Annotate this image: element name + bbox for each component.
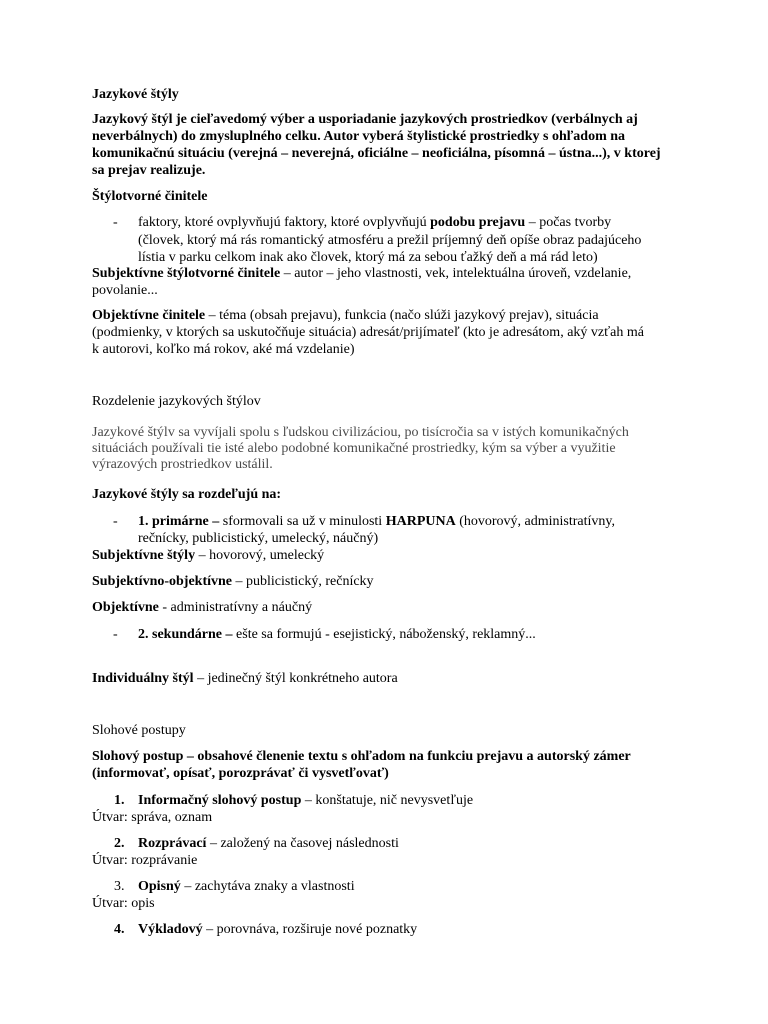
definition-line-1: Jazykový štýl je cieľavedomý výber a usporiadanie jazykových prostriedkov (verbálnych aj	[92, 112, 638, 127]
methods-def-line-1: Slohový postup – obsahové členenie textu s ohľadom na funkciu prejavu a autorský zámer	[92, 749, 631, 764]
methods-def-line-2: (informovať, opísať, porozprávať či vysvetľovať)	[92, 766, 389, 781]
objective-factors: Objektívne činitele – téma (obsah prejavu), funkcia (načo slúži jazykový prejav), situácia	[92, 308, 599, 323]
method-form: Útvar: rozprávanie	[92, 853, 198, 868]
method-number: 1.	[114, 793, 125, 808]
definition-line-4: sa prejav realizuje.	[92, 163, 206, 178]
definition-line-2: neverbálnych) do zmysluplného celku. Autor vyberá štylistické prostriedky s ohľadom na	[92, 129, 626, 144]
bullet-dash: -	[113, 514, 118, 529]
subjective-factors-cont: povolanie...	[92, 283, 158, 298]
primary-styles-cont: rečnícky, publicistický, umelecký, náučný)	[138, 531, 379, 546]
method-number: 4.	[114, 922, 125, 937]
objective-factors-cont-2: k autorovi, koľko má rokov, aké má vzdelanie)	[92, 342, 355, 357]
heading-split: Jazykové štýly sa rozdeľujú na:	[92, 487, 282, 502]
objective-styles: Objektívne - administratívny a náučný	[92, 600, 313, 615]
bullet-dash: -	[113, 627, 118, 642]
division-line-1: Jazykové štýlv sa vyvíjali spolu s ľudskou civilizáciou, po tisícročia sa v istých komunikačných	[92, 425, 629, 440]
method-form: Útvar: opis	[92, 896, 155, 911]
method-number: 2.	[114, 836, 125, 851]
division-line-2: situáciách používali tie isté alebo podobné komunikačné prostriedky, kým sa výber a využitie	[92, 441, 616, 456]
factors-bullet-cont-1: (človek, ktorý má rás romantický atmosféru a prežil príjemný deň opíše obraz padajúceho	[138, 233, 642, 248]
method-item: Opisný – zachytáva znaky a vlastnosti	[138, 879, 355, 894]
method-number: 3.	[114, 879, 125, 894]
heading-style-factors: Štýlotvorné činitele	[92, 189, 208, 204]
subjective-factors: Subjektívne štýlotvorné činitele – autor – jeho vlastnosti, vek, intelektuálna úroveň, vzdelanie,	[92, 266, 632, 281]
heading-methods: Slohové postupy	[92, 723, 186, 738]
method-item: Rozprávací – založený na časovej následnosti	[138, 836, 399, 851]
definition-line-3: komunikačnú situáciu (verejná – neverejná, oficiálne – neoficiálna, písomná – ústna...), v ktorej	[92, 146, 661, 161]
division-line-3: výrazových prostriedkov ustálil.	[92, 457, 273, 472]
method-item: Výkladový – porovnáva, rozširuje nové poznatky	[138, 922, 418, 937]
individual-style: Individuálny štýl – jedinečný štýl konkrétneho autora	[92, 671, 398, 686]
factors-bullet-cont-2: lístia v parku celkom inak ako človek, ktorý má za sebou ťažký deň a má rád leto)	[138, 250, 598, 265]
subjective-styles: Subjektívne štýly – hovorový, umelecký	[92, 548, 325, 563]
heading-division: Rozdelenie jazykových štýlov	[92, 394, 261, 409]
heading-language-styles: Jazykové štýly	[92, 87, 179, 102]
factors-bullet-text: faktory, ktoré ovplyvňujú faktory, ktoré ovplyvňujú podobu prejavu – počas tvorby	[138, 215, 612, 230]
method-item: Informačný slohový postup – konštatuje, nič nevysvetľuje	[138, 793, 474, 808]
method-form: Útvar: správa, oznam	[92, 810, 213, 825]
bullet-dash: -	[113, 215, 118, 230]
secondary-styles: 2. sekundárne – ešte sa formujú - esejistický, náboženský, reklamný...	[138, 627, 536, 642]
objective-factors-cont-1: (podmienky, v ktorých sa uskutočňuje situácia) adresát/prijímateľ (kto je adresátom, aký vzťah má	[92, 325, 644, 340]
subjective-objective-styles: Subjektívno-objektívne – publicistický, rečnícky	[92, 574, 374, 589]
primary-styles: 1. primárne – sformovali sa už v minulosti HARPUNA (hovorový, administratívny,	[138, 514, 615, 529]
